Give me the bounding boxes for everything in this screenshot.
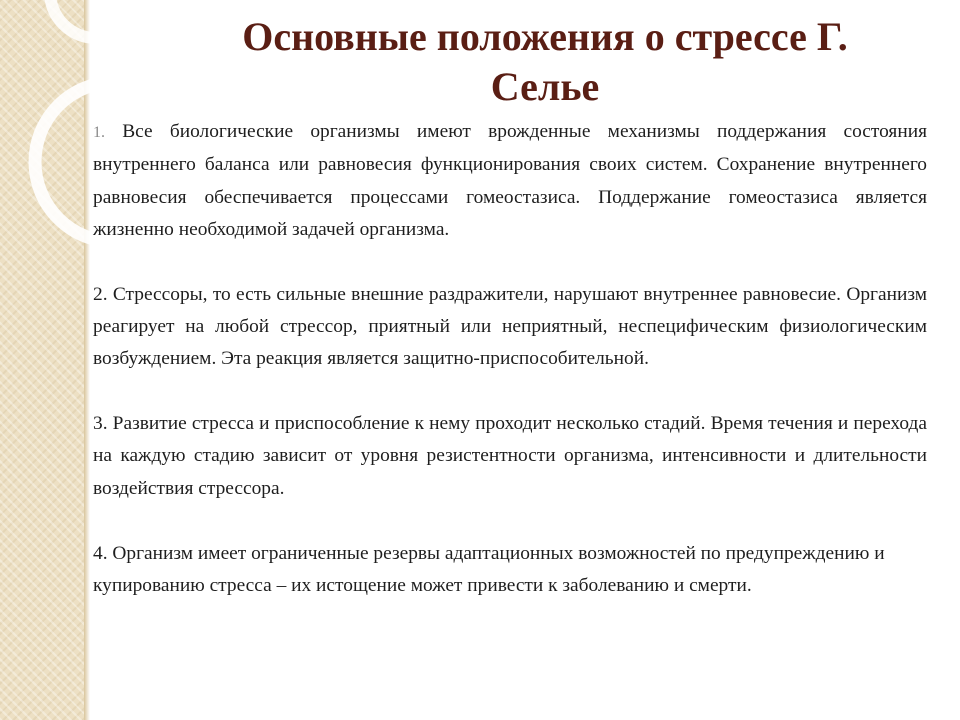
decorative-circle-small: [50, 0, 142, 38]
point-text: Развитие стресса и приспособление к нему проходит несколько стадий. Время течения и перехода на каждую стадию зависит от уровня резистентности организма, интенсивности и длительности воздействия стрессора.: [93, 412, 927, 499]
point-2: [93, 279, 927, 376]
slide-content: [93, 116, 927, 603]
point-number: 4.: [93, 543, 108, 565]
point-1: [93, 116, 927, 247]
slide-title: [185, 12, 905, 112]
point-number: 1.: [93, 124, 105, 141]
point-text: Стрессоры, то есть сильные внешние раздражители, нарушают внутреннее равновесие. Организм реагирует на любой стрессор, приятный или неприятный, неспецифическим физиологическим возбуждением. Эта реакция является защитно-приспособительной.: [93, 283, 927, 370]
slide-title-line-1: Основные положения о стрессе Г.: [242, 14, 848, 59]
point-3: [93, 408, 927, 505]
point-text: Все биологические организмы имеют врожденные механизмы поддержания состояния внутреннего баланса или равновесия функционирования своих систем. Сохранение внутреннего равновесия обеспечивается процессами гомеостазиса. Поддержание гомеостазиса является жизненно необходимой задачей организма.: [93, 121, 927, 241]
point-text: Организм имеет ограниченные резервы адаптационных возможностей по предупреждению и купированию стресса – их истощение может привести к заболеванию и смерти.: [93, 543, 885, 597]
slide-title-line-2: Селье: [490, 64, 600, 109]
point-number: 2.: [93, 283, 108, 305]
point-number: 3.: [93, 412, 108, 434]
point-4: [93, 538, 927, 603]
